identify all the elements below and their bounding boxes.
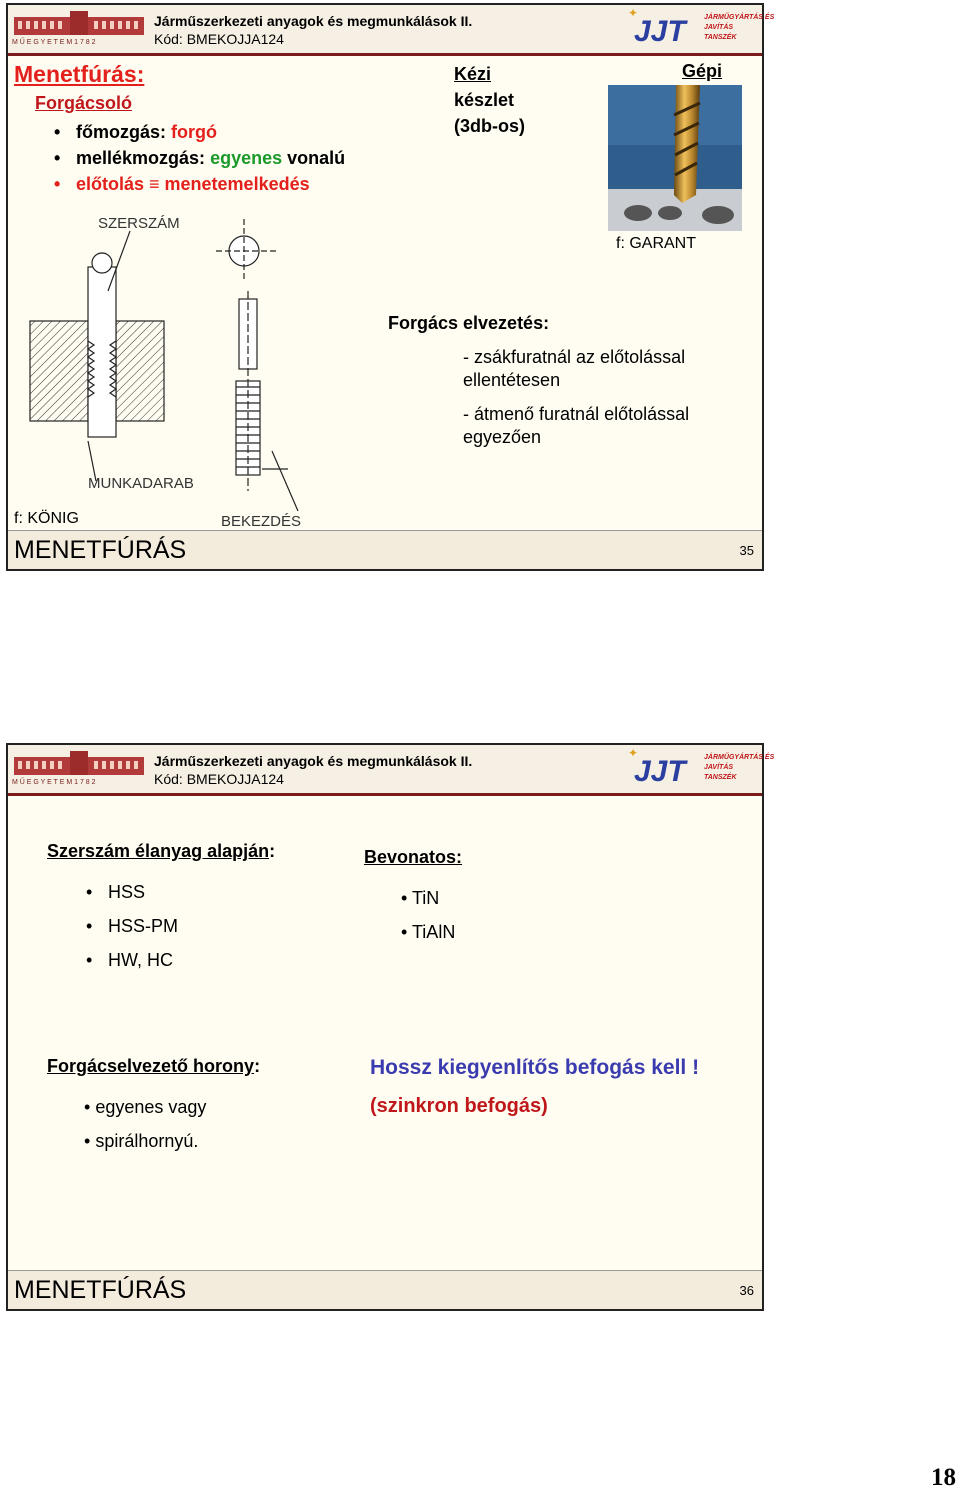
note-line1: Hossz kiegyenlítős befogás kell ! — [370, 1056, 700, 1079]
footer-title: MENETFÚRÁS — [14, 536, 187, 564]
chip-item-2 — [463, 403, 689, 449]
jjt-logo-letters: JJT — [634, 15, 686, 48]
slide-header — [8, 745, 775, 796]
list-item: • spirálhornyú. — [84, 1131, 199, 1151]
gepi-heading: Gépi — [682, 61, 723, 81]
slide-36 — [6, 743, 775, 1311]
jjt-logo — [620, 6, 775, 49]
slide-number: 35 — [739, 543, 754, 558]
list-item: • főmozgás: forgó — [54, 119, 345, 145]
list-item: • HW, HC — [86, 943, 178, 977]
chip-item-1-line1: - zsákfuratnál az előtolással — [463, 347, 686, 367]
subtitle-forgacsolo: Forgácsoló — [35, 93, 133, 113]
groove-heading: Forgácselvezető horony: — [47, 1056, 261, 1076]
jjt-logo — [620, 746, 775, 789]
chip-heading: Forgács elvezetés: — [388, 313, 550, 333]
kezi-line2: készlet — [454, 90, 515, 110]
slide-header — [8, 5, 775, 56]
material-list — [86, 875, 178, 977]
material-heading: Szerszám élanyag alapján: — [47, 841, 276, 861]
slide-footer — [8, 1270, 762, 1309]
list-item: • HSS — [86, 875, 178, 909]
slide-number: 36 — [739, 1283, 754, 1298]
list-item: • TiN — [401, 888, 440, 908]
list-item: • TiAlN — [401, 922, 456, 942]
garant-credit: f: GARANT — [616, 235, 697, 252]
kezi-heading: Kézi — [454, 64, 492, 84]
motion-list — [54, 119, 345, 197]
slide-35 — [6, 3, 775, 571]
machine-tap-photo — [608, 85, 742, 231]
jjt-logo-line3: TANSZÉK — [704, 774, 737, 781]
svg-text:✦: ✦ — [628, 6, 639, 20]
chip-item-2-line1: - átmenő furatnál előtolással — [463, 404, 690, 424]
chip-item-1-line2: ellentétesen — [463, 370, 561, 390]
label-bekezdes: BEKEZDÉS — [221, 513, 302, 530]
course-code: Kód: BMEKOJJA124 — [154, 771, 284, 787]
chip-item-2-line2: egyezően — [463, 427, 542, 447]
footer-title: MENETFÚRÁS — [14, 1276, 187, 1304]
list-item: • egyenes vagy — [84, 1097, 207, 1117]
jjt-logo-letters: JJT — [634, 755, 686, 788]
svg-text:✦: ✦ — [628, 746, 639, 760]
konig-credit: f: KÖNIG — [14, 510, 79, 527]
coating-list — [401, 881, 455, 949]
kezi-line3: (3db-os) — [454, 116, 525, 136]
jjt-logo-line1: JÁRMŰGYÁRTÁS ÉS — [704, 754, 775, 761]
course-code: Kód: BMEKOJJA124 — [154, 31, 284, 47]
slide-footer — [8, 530, 762, 569]
bme-logo-text: M Ű E G Y E T E M 1 7 8 2 — [12, 779, 96, 786]
bme-logo-text: M Ű E G Y E T E M 1 7 8 2 — [12, 39, 96, 46]
list-item: • HSS-PM — [86, 909, 178, 943]
jjt-logo-line2: JAVÍTÁS — [704, 24, 734, 31]
slide-title: Menetfúrás: — [14, 61, 145, 87]
list-item: • mellékmozgás: egyenes vonalú — [54, 145, 345, 171]
bme-logo — [10, 9, 148, 47]
label-munkadarab: MUNKADARAB — [88, 475, 194, 492]
course-title: Járműszerkezeti anyagok és megmunkálások II. — [154, 13, 473, 29]
label-szerszam: SZERSZÁM — [98, 215, 180, 232]
jjt-logo-line1: JÁRMŰGYÁRTÁS ÉS — [704, 14, 775, 21]
coating-heading: Bevonatos: — [364, 847, 463, 867]
list-item: • előtolás ≡ menetemelkedés — [54, 171, 345, 197]
jjt-logo-line3: TANSZÉK — [704, 34, 737, 41]
course-title: Járműszerkezeti anyagok és megmunkálások II. — [154, 753, 473, 769]
page-number: 18 — [931, 1464, 956, 1491]
chip-item-1 — [463, 346, 685, 392]
bme-logo — [10, 749, 148, 787]
note-line2: (szinkron befogás) — [370, 1095, 548, 1117]
kezi-block — [454, 61, 525, 139]
jjt-logo-line2: JAVÍTÁS — [704, 764, 734, 771]
groove-list — [84, 1090, 206, 1158]
